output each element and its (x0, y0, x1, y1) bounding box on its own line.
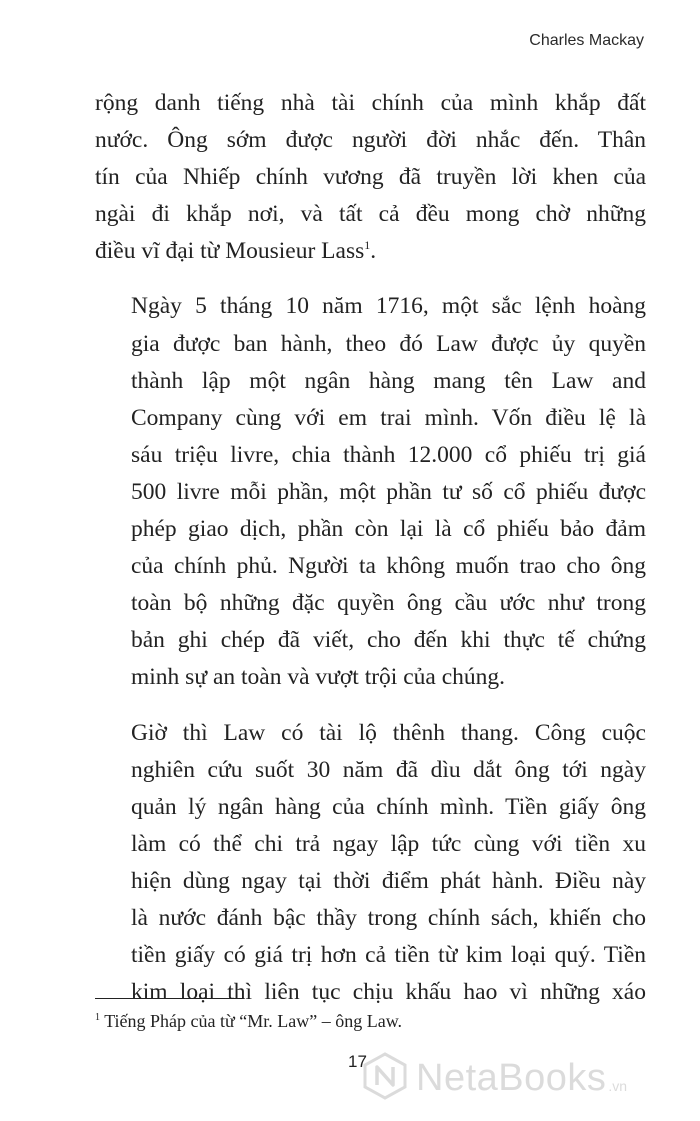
running-head-author: Charles Mackay (529, 32, 644, 49)
text-line: làm có thể chi trả ngay lập tức cùng với tiền xu (131, 830, 646, 857)
body-text (95, 85, 646, 1029)
text-line: nghiên cứu suốt 30 năm đã dìu dắt ông tới ngày (131, 756, 646, 783)
text-line: 500 livre mỗi phần, một phần tư số cổ phiếu được (131, 478, 646, 505)
text-line: kim loại thì liên tục chịu khấu hao vì những xáo (131, 979, 646, 1006)
text-line: toàn bộ những đặc quyền ông cầu ước như trong (131, 590, 646, 617)
watermark-suffix: .vn (608, 1078, 628, 1094)
watermark-brand: NetaBooks (416, 1056, 607, 1099)
text-line: Giờ thì Law có tài lộ thênh thang. Công cuộc (131, 719, 646, 746)
text-line: minh sự an toàn và vượt trội của chúng. (131, 664, 506, 691)
text-line: quản lý ngân hàng của chính mình. Tiền giấy ông (131, 793, 646, 820)
text-line: hiện dùng ngay tại thời điểm phát hành. Điều này (131, 867, 646, 894)
text-line: phép giao dịch, phần còn lại là cổ phiếu bảo đảm (131, 516, 646, 543)
text-line: của chính phủ. Người ta không muốn trao cho ông (131, 553, 646, 580)
footnote (95, 1011, 402, 1032)
netabooks-logo-icon (360, 1051, 410, 1106)
text-line: tiền giấy có giá trị hơn cả tiền từ kim loại quý. Tiền (131, 942, 646, 969)
watermark (360, 1050, 680, 1106)
text-line: Company cùng với em trai mình. Vốn điều lệ là (131, 404, 646, 431)
footnote-divider (95, 998, 243, 999)
footnote-marker: 1 (95, 1012, 100, 1023)
text-line-content: điều vĩ đại từ Mousieur Lass (95, 238, 365, 265)
text-line: Ngày 5 tháng 10 năm 1716, một sắc lệnh hoàng (131, 293, 646, 320)
text-line: ngài đi khắp nơi, và tất cả đều mong chờ những (95, 201, 646, 228)
text-line: gia được ban hành, theo đó Law được ủy quyền (131, 330, 646, 357)
paragraph-2 (95, 288, 646, 696)
paragraph-3 (95, 715, 646, 1012)
text-line: nước. Ông sớm được người đời nhắc đến. Thân (95, 127, 646, 154)
footnote-text: Tiếng Pháp của từ “Mr. Law” – ông Law. (104, 1011, 403, 1031)
paragraph-1 (95, 85, 646, 270)
text-line: là nước đánh bậc thầy trong chính sách, khiến cho (131, 904, 646, 931)
text-line: sáu triệu livre, chia thành 12.000 cổ phiếu trị giá (131, 441, 646, 468)
page-number: 17 (348, 1052, 367, 1071)
footnote-ref: 1 (364, 238, 371, 253)
text-line: điều vĩ đại từ Mousieur Lass$^1$. (95, 238, 377, 265)
text-line: rộng danh tiếng nhà tài chính của mình khắp đất (95, 90, 646, 116)
text-line: thành lập một ngân hàng mang tên Law and (131, 367, 646, 394)
text-line: bản ghi chép đã viết, cho đến khi thực tế chứng (131, 627, 646, 654)
text-line: tín của Nhiếp chính vương đã truyền lời khen của (95, 164, 646, 191)
